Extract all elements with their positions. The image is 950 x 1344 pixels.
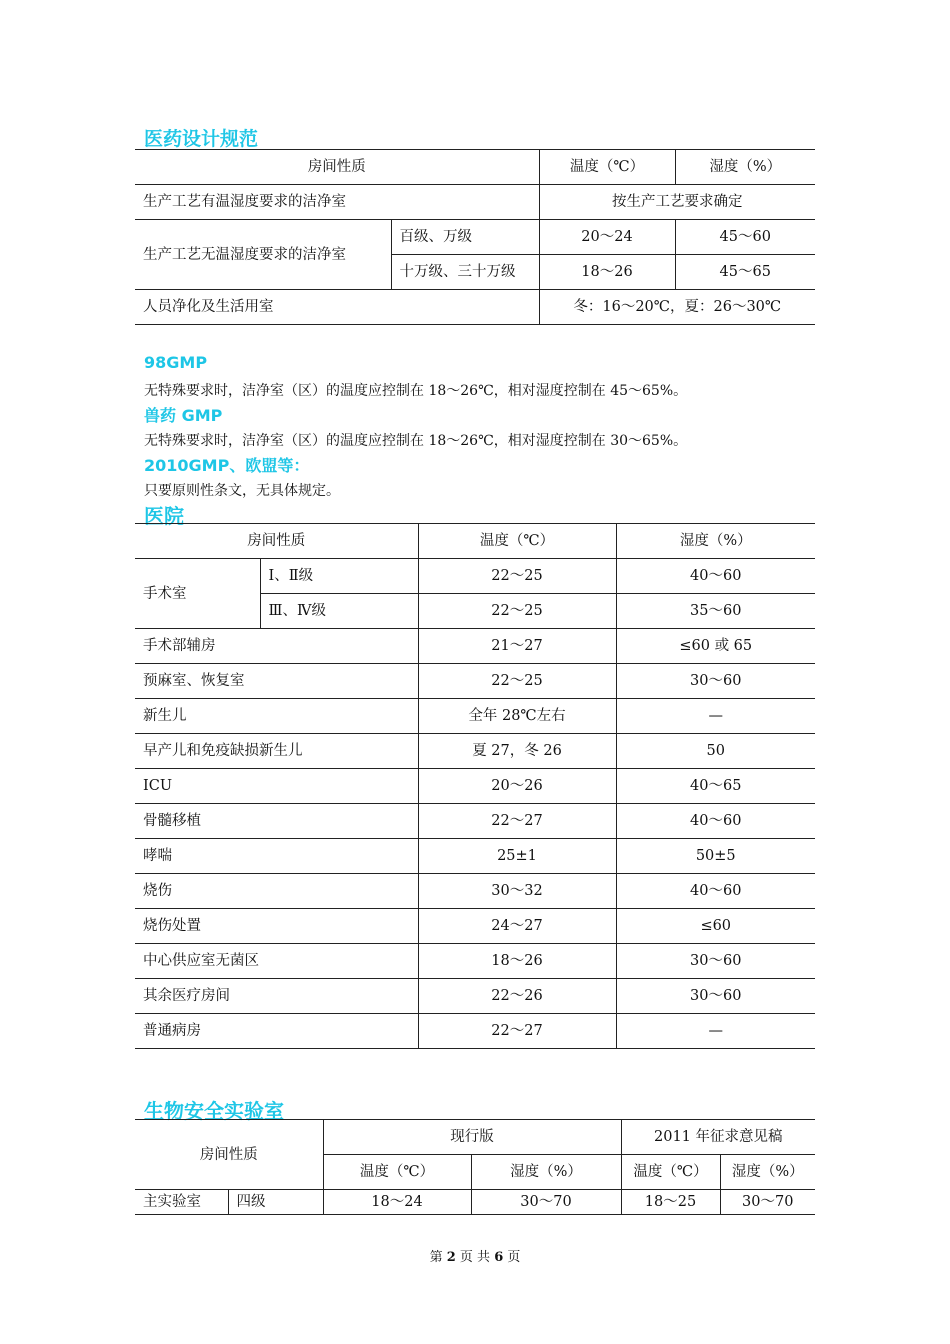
header-temp: 温度（℃） (539, 150, 675, 185)
cell-temp: 21～27 (418, 629, 616, 664)
row-label: 其余医疗房间 (135, 979, 418, 1014)
footer-prefix: 第 (429, 1250, 447, 1265)
row-value: 冬：16～20℃，夏：26～30℃ (539, 290, 815, 325)
cell-temp: 18～24 (323, 1190, 471, 1215)
table-row (135, 664, 815, 699)
header-draft: 2011 年征求意见稿 (621, 1120, 815, 1155)
section-title-98gmp: 98GMP (144, 353, 208, 372)
page-footer (0, 1246, 950, 1265)
hospital-table (135, 523, 815, 1049)
section-title-vet-gmp: 兽药 GMP (144, 406, 223, 425)
row-label: 哮喘 (135, 839, 418, 874)
row-label: 预麻室、恢复室 (135, 664, 418, 699)
table-row (135, 769, 815, 804)
cell-temp: 18～25 (621, 1190, 720, 1215)
cell-hum: 35～60 (616, 594, 815, 629)
subheader-hum: 湿度（%） (720, 1155, 815, 1190)
row-label: 普通病房 (135, 1014, 418, 1049)
footer-mid: 页 共 (455, 1250, 495, 1265)
page-total: 6 (494, 1250, 504, 1265)
table-row (135, 699, 815, 734)
cell-hum: 50 (616, 734, 815, 769)
subheader-hum: 湿度（%） (471, 1155, 621, 1190)
cell-hum: 30～70 (471, 1190, 621, 1215)
cell-hum: — (616, 1014, 815, 1049)
row-label: 主实验室 (135, 1190, 228, 1215)
row-label: 骨髓移植 (135, 804, 418, 839)
row-label: 新生儿 (135, 699, 418, 734)
cell-temp: 30～32 (418, 874, 616, 909)
cell-hum: 30～60 (616, 979, 815, 1014)
table-row (135, 979, 815, 1014)
header-temp: 温度（℃） (418, 524, 616, 559)
row-label: 烧伤处置 (135, 909, 418, 944)
paragraph-2010gmp: 只要原则性条文，无具体规定。 (144, 483, 340, 499)
row-label: ICU (135, 769, 418, 804)
row-sublabel: 十万级、三十万级 (391, 255, 539, 290)
cell-hum: 45～60 (675, 220, 815, 255)
row-sublabel: 四级 (228, 1190, 323, 1215)
cell-hum: ≤60 (616, 909, 815, 944)
section-title-pharma: 医药设计规范 (144, 128, 259, 150)
cell-temp: 22～25 (418, 559, 616, 594)
footer-suffix: 页 (503, 1250, 521, 1265)
table-row (135, 734, 815, 769)
header-current: 现行版 (323, 1120, 621, 1155)
cell-hum: 30～70 (720, 1190, 815, 1215)
row-label: 手术部辅房 (135, 629, 418, 664)
cell-temp: 22～27 (418, 804, 616, 839)
header-room: 房间性质 (135, 150, 539, 185)
biosafety-table (135, 1119, 815, 1215)
table-row (135, 839, 815, 874)
header-room: 房间性质 (135, 524, 418, 559)
table-row (135, 909, 815, 944)
table-row (135, 629, 815, 664)
cell-temp: 18～26 (418, 944, 616, 979)
section-title-2010gmp: 2010GMP、欧盟等： (144, 456, 310, 475)
cell-temp: 20～26 (418, 769, 616, 804)
section-title-biosafety: 生物安全实验室 (144, 1099, 284, 1123)
row-sublabel: 百级、万级 (391, 220, 539, 255)
table-row (135, 944, 815, 979)
cell-temp: 25±1 (418, 839, 616, 874)
cell-hum: 30～60 (616, 944, 815, 979)
subheader-temp: 温度（℃） (323, 1155, 471, 1190)
table-row (135, 1014, 815, 1049)
row-sublabel: Ⅰ、Ⅱ级 (260, 559, 418, 594)
subheader-temp: 温度（℃） (621, 1155, 720, 1190)
row-label: 早产儿和免疫缺损新生儿 (135, 734, 418, 769)
cell-temp: 22～25 (418, 664, 616, 699)
cell-temp: 22～26 (418, 979, 616, 1014)
cell-hum: 40～60 (616, 804, 815, 839)
cell-temp: 全年 28℃左右 (418, 699, 616, 734)
row-sublabel: Ⅲ、Ⅳ级 (260, 594, 418, 629)
cell-temp: 22～27 (418, 1014, 616, 1049)
cell-hum: 45～65 (675, 255, 815, 290)
row-label: 中心供应室无菌区 (135, 944, 418, 979)
cell-temp: 22～25 (418, 594, 616, 629)
header-hum: 湿度（%） (675, 150, 815, 185)
row-label: 手术室 (135, 559, 260, 629)
header-room: 房间性质 (135, 1120, 323, 1190)
cell-temp: 20～24 (539, 220, 675, 255)
cell-hum: — (616, 699, 815, 734)
cell-temp: 24～27 (418, 909, 616, 944)
paragraph-98gmp: 无特殊要求时，洁净室（区）的温度应控制在 18～26℃，相对湿度控制在 45～65%。 (144, 383, 688, 399)
page-number: 2 (446, 1250, 456, 1265)
row-value: 按生产工艺要求确定 (539, 185, 815, 220)
cell-hum: 40～65 (616, 769, 815, 804)
cell-hum: 50±5 (616, 839, 815, 874)
cell-hum: 40～60 (616, 874, 815, 909)
row-label: 人员净化及生活用室 (135, 290, 539, 325)
table-row (135, 804, 815, 839)
cell-temp: 18～26 (539, 255, 675, 290)
row-label: 生产工艺无温湿度要求的洁净室 (135, 220, 391, 290)
cell-hum: 40～60 (616, 559, 815, 594)
row-label: 烧伤 (135, 874, 418, 909)
paragraph-vet-gmp: 无特殊要求时，洁净室（区）的温度应控制在 18～26℃，相对湿度控制在 30～65%。 (144, 433, 688, 449)
row-label: 生产工艺有温湿度要求的洁净室 (135, 185, 539, 220)
cell-temp: 夏 27，冬 26 (418, 734, 616, 769)
table-row (135, 874, 815, 909)
pharma-design-table (135, 149, 815, 325)
header-hum: 湿度（%） (616, 524, 815, 559)
section-title-hospital: 医院 (144, 504, 184, 528)
cell-hum: ≤60 或 65 (616, 629, 815, 664)
cell-hum: 30～60 (616, 664, 815, 699)
